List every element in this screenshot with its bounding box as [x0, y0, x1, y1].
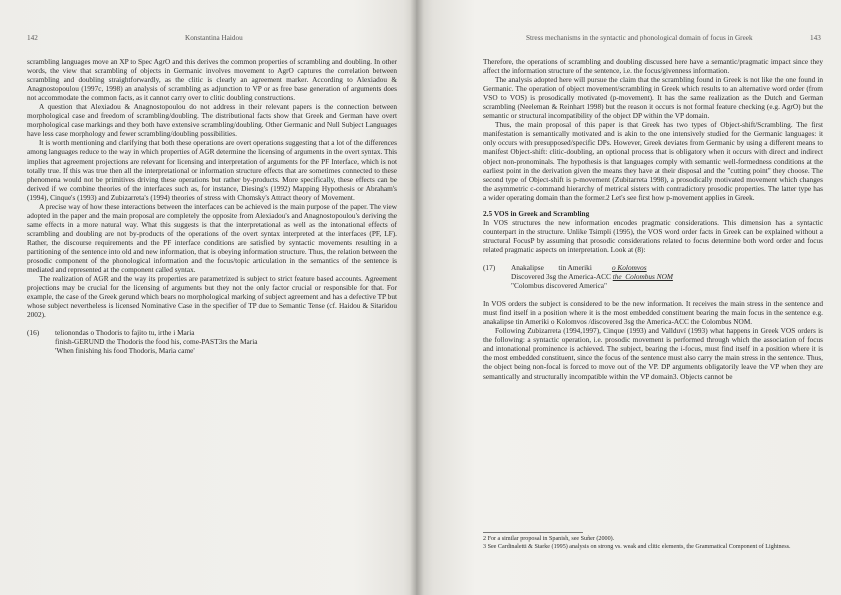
example-16-line2: finish-GERUND the Thodoris the food his, come-PAST3rs the Maria — [55, 337, 258, 347]
footnote-2: 2 For a similar proposal in Spanish, see Suñer (2000). — [483, 536, 615, 542]
example-17-line2b: the Colombus NOM — [612, 272, 673, 282]
example-17-line1b: o Kolomvos — [611, 262, 647, 272]
footnotes — [483, 532, 823, 551]
footnote-rule — [483, 532, 583, 533]
book-gutter-shadow — [410, 0, 424, 595]
example-17 — [483, 263, 823, 290]
example-16-line3: 'When finishing his food Thodoris, Maria came' — [55, 346, 195, 356]
section-heading: 2.5 VOS in Greek and Scrambling — [483, 208, 590, 218]
example-17-line3: "Colombus discovered America" — [511, 281, 607, 291]
left-paragraph-2: A question that Alexiadou & Anagnostopoulou do not address in their relevant papers is the connection between morphological case and freedom of scrambling/doubling. The distributional facts show that Greek and German have overt morphological case markings and they both have extensive scrambling/doubling. Other Germanic and Null Subject Languages have less case morphology and fewer scrambling/doubling possibilities. — [27, 102, 397, 139]
right-paragraph-3: Thus, the main proposal of this paper is that Greek has two types of Object-shift/Scrambling. The first manifestation is semantically motivated and is akin to the one intensively studied for the Germanic languages: it only occurs with presupposed/specific DPs. However, Greek deviates from Germanic by using a different means to manifest Object-shift: clitic-doubling, an optional process that is obligatory when it occurs with direct and indirect object non-pronominals. The hypothesis is that languages comply with semantic well-formedness conditions at the earliest point in the derivation given the means they have at their disposal and the "cutting point" they choose. The second type of Object-shift is p-movement (Zubitarreta 1998), a prosodically motivated movement which changes the asymmetric c-command hierarchy of metrical sisters with contradictory prosodic properties. The latter type has a wider operating domain than the former.2 Let's see first how p-movement applies in Greek. — [483, 120, 823, 202]
section-paragraph: In VOS structures the new information encodes pragmatic considerations. This dimension has a syntactic counterpart in the structure. Unlike Tsimpli (1995), the VOS word order facts in Greek can be explained without a structural FocusP by assuming that prosodic considerations related to focus determine both word order and focus related pragmatic aspects on interpretation. Look at (8): — [483, 217, 823, 254]
left-body — [27, 57, 397, 356]
right-page — [416, 0, 841, 595]
example-16-number: (16) — [27, 328, 40, 338]
example-17-number: (17) — [483, 262, 496, 272]
left-paragraph-3: It is worth mentioning and clarifying that both these operations are overt operations suggesting that a lot of the differences among languages reduce to the way in which properties of AGR determine the licensing of arguments in the overt syntax. This implies that agreement projections are relevant for licensing and interpretation of arguments for the PF Interface, which is not totally true. If this was true then all the interpretational or information structure effects that are sometimes connected to these phenomena would not be primitives driving these operations but rather by-products. More specifically, these effects can be derived if we combine theories of the interfaces such as, for instance, Diesing's (1992) Mapping Hypothesis or Abraham's (1994), Cinque's (1993) and Zubizarreta's (1994) theories of stress with Chomsky's Attract theory of Movement. — [27, 138, 397, 202]
example-17-line2a: Discovered 3sg the America-ACC — [511, 272, 613, 282]
right-paragraph-5: Following Zubizarreta (1994,1997), Cinque (1993) and Vallduví (1993) what happens in Greek VOS orders is the following: a syntactic operation, i.e. prosodic movement is performed through which the association of focus and intonational prominence is achieved. The subject, bearing the i-focus, must find itself in a position where it is the most embedded constituent, since the focus of the sentence must also carry the main stress in the sentence. Thus, the object being non-focal is forced to move out of the VP. DP arguments obligatorily leave the VP when they are semantically and structurally incompatible within the VP domain3. Objects cannot be — [483, 326, 823, 381]
example-17-line1a: Anakalipse tin Ameriki — [511, 262, 612, 272]
left-running-head: Konstantina Haidou — [185, 34, 243, 42]
left-paragraph-1: scrambling languages move an XP to Spec AgrO and this derives the common properties of scrambling and doubling. In other words, the view that scrambling of objects in Germanic involves movement to AgrO captures the correlation between scrambling and doubling straightforwardly, as the clitic is clearly an agreement marker. According to Alexiadou & Anagnostopoulou (1997c, 1998) an analysis of scrambling as adjunction to VP or as free base generation of arguments does not accommodate the common facts, as it cannot carry over to clitic doubling constructions. — [27, 57, 397, 103]
left-paragraph-4: A precise way of how these interactions between the interfaces can be achieved is the main purpose of the paper. The view adopted in the paper and the main proposal are completely the opposite from Alexiadou's and Anagnostopoulou's deriving the same effects in a more natural way. What this suggests is that the interpretational as well as the intonational effects of scrambling and doubling are not by-products of the operations of the overt syntax interpreted at the interfaces (PF, LF). Rather, the discourse requirements and the PF interface conditions are satisfied by syntactic movements resulting in a partitioning of the sentence into old and new information, that is obeying information structure. Thus, the relation between the prosodic component of the phonological information and the focus/topic articulation in the semantics of the sentence is mediated and represented at the component called syntax. — [27, 201, 397, 275]
right-running-head: Stress mechanisms in the syntactic and phonological domain of focus in Greek — [526, 34, 753, 42]
left-page-number: 142 — [27, 34, 38, 42]
footnote-3: 3 See Cardinaletti & Starke (1995) analysis on strong vs. weak and clitic elements, the Grammatical Component of Lightness. — [483, 543, 791, 550]
right-body — [483, 57, 823, 381]
right-paragraph-2: The analysis adopted here will pursue the claim that the scrambling found in Greek is not like the one found in Germanic. The operation of object movement/scrambling in Greek which results to an alternative word order (from VSO to VOS) is prosodically motivated (p-movement). It has the same realization as the Dutch and German scrambling (Neeleman & Reinhart 1998) but the reason it occurs is not formal feature checking (e.g. AgrO) but the semantic or structural incompatibility of the object DP within the VP domain. — [483, 75, 823, 121]
example-16 — [27, 328, 397, 355]
right-paragraph-1: Therefore, the operations of scrambling and doubling discussed here have a semantic/pragmatic impact since they affect the information structure of the sentence, i.e. the focus/givenness information. — [483, 57, 823, 76]
left-paragraph-5: The realization of AGR and the way its properties are parametrized is subject to strict feature based accounts. Agreement projections may be crucial for the licensing of arguments but they not the only factor crucial or responsible for that. For example, the case of the Greek gerund which bears no morphological marking of subject agreement and has a defective TP but whose subject nevertheless is licensed Nominative Case in the specifier of TP due to Semantic Tense (cf. Haidou & Sitaridou 2002). — [27, 274, 397, 320]
right-page-number: 143 — [810, 34, 821, 42]
example-16-line1: telionondas o Thodoris to fajito tu, irthe i Maria — [55, 328, 195, 338]
right-paragraph-4: In VOS orders the subject is considered to be the new information. It receives the main stress in the sentence and must find itself in a position where it is the most embedded constituent bearing the main focus in the sentence e.g. anakalipse tin Ameriki o Kolomvos /discovered 3sg the America-ACC the Colombus NOM. — [483, 299, 823, 327]
left-page — [0, 0, 416, 595]
